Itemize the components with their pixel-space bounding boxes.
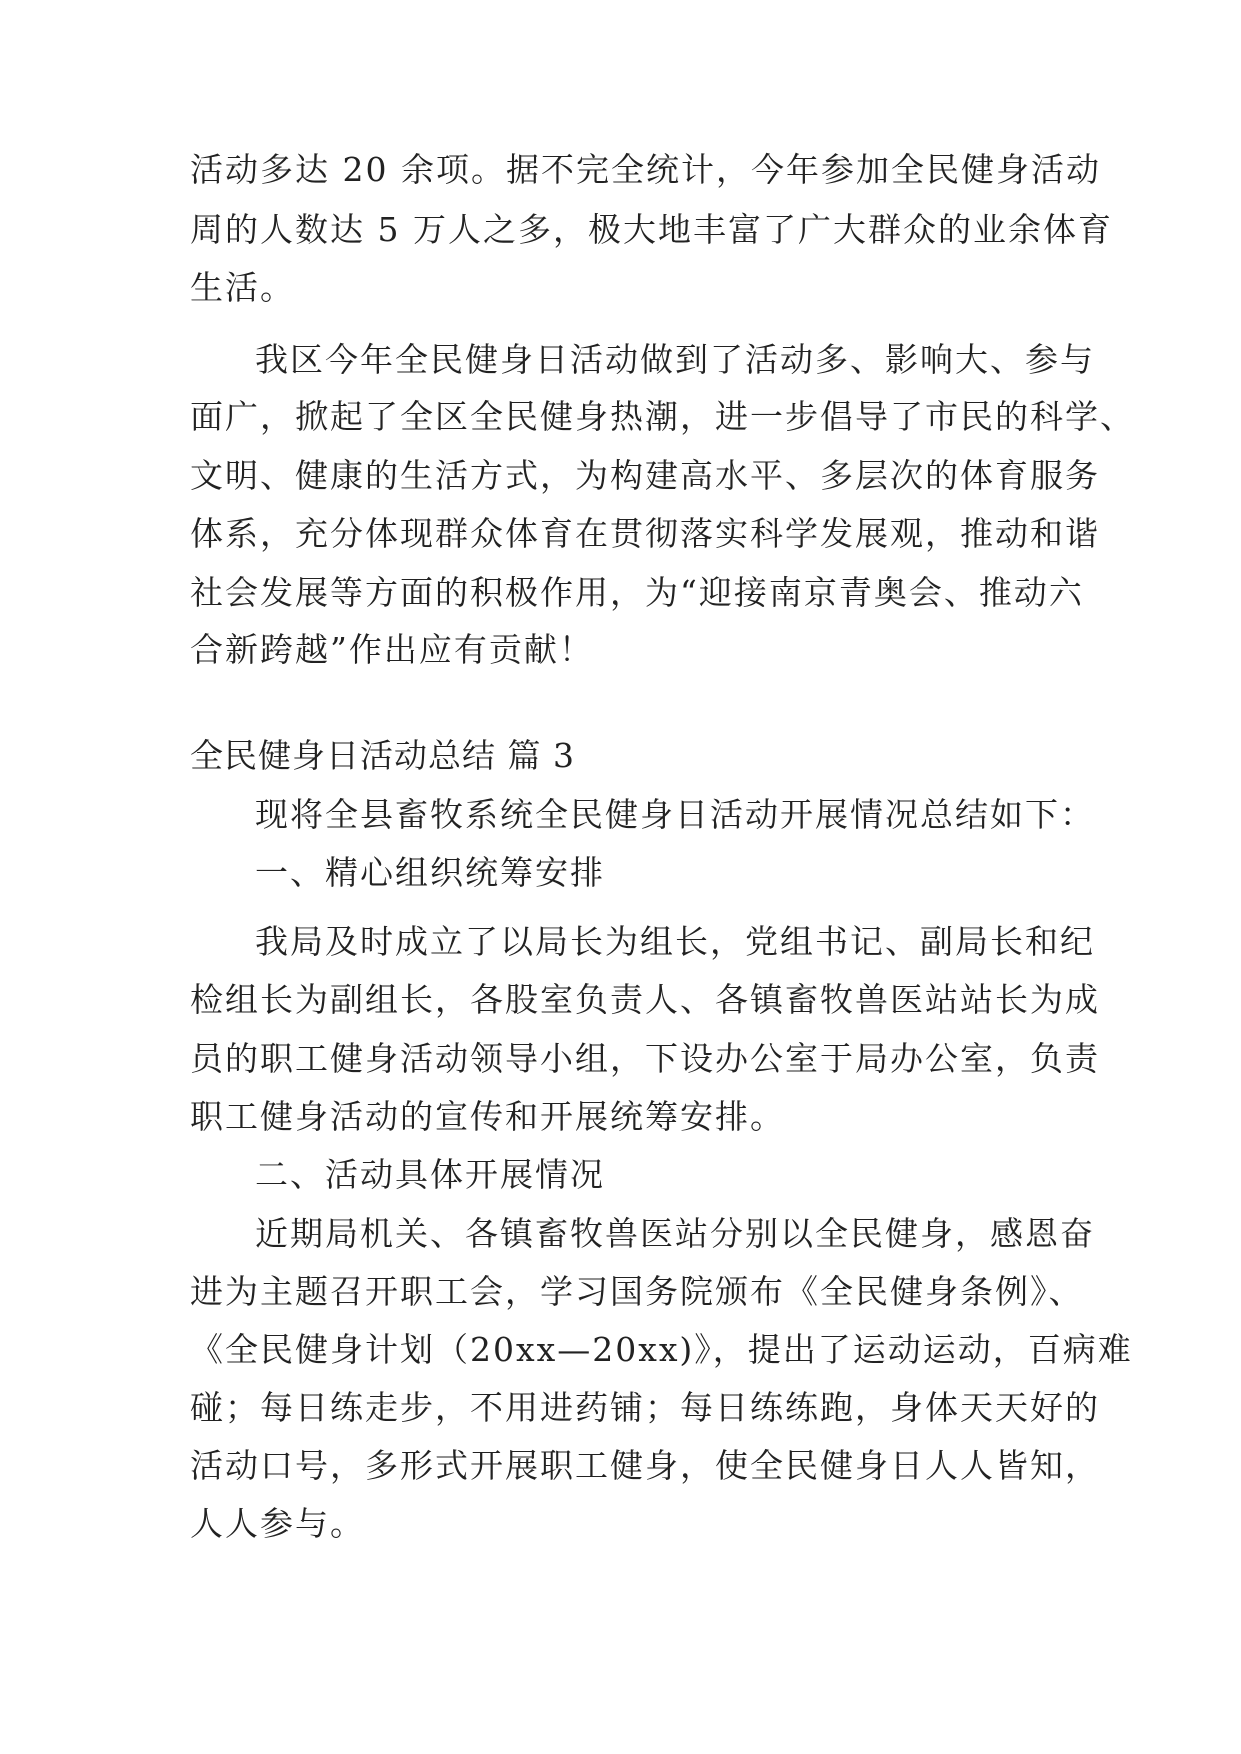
paragraph-3-line-3: 员的职工健身活动领导小组，下设办公室于局办公室，负责 [190, 1039, 1100, 1078]
paragraph-4-line-1: 近期局机关、各镇畜牧兽医站分别以全民健身，感恩奋 [255, 1214, 1095, 1253]
section-title: 全民健身日活动总结 篇 3 [190, 736, 575, 775]
paragraph-1-line-1: 活动多达 20 余项。据不完全统计，今年参加全民健身活动 [190, 150, 1101, 189]
intro-line: 现将全县畜牧系统全民健身日活动开展情况总结如下： [255, 795, 1095, 834]
paragraph-2-line-6: 合新跨越”作出应有贡献！ [190, 630, 594, 669]
paragraph-2-line-5: 社会发展等方面的积极作用，为“迎接南京青奥会、推动六 [190, 573, 1084, 612]
paragraph-4-line-3: 《全民健身计划（20xx—20xx)》，提出了运动运动，百病难 [190, 1330, 1133, 1369]
paragraph-4-line-2: 进为主题召开职工会，学习国务院颁布《全民健身条例》、 [190, 1272, 1084, 1311]
paragraph-2-line-4: 体系，充分体现群众体育在贯彻落实科学发展观，推动和谐 [190, 514, 1100, 553]
paragraph-4-line-6: 人人参与。 [190, 1504, 365, 1543]
paragraph-2-line-2: 面广，掀起了全区全民健身热潮，进一步倡导了市民的科学、 [190, 397, 1135, 436]
paragraph-3-line-4: 职工健身活动的宣传和开展统筹安排。 [190, 1097, 785, 1136]
heading-1: 一、精心组织统筹安排 [255, 853, 605, 892]
paragraph-1-line-2: 周的人数达 5 万人之多，极大地丰富了广大群众的业余体育 [190, 210, 1113, 249]
paragraph-4-line-4: 碰；每日练走步，不用进药铺；每日练练跑，身体天天好的 [190, 1388, 1100, 1427]
paragraph-3-line-2: 检组长为副组长，各股室负责人、各镇畜牧兽医站站长为成 [190, 980, 1100, 1019]
paragraph-2-line-3: 文明、健康的生活方式，为构建高水平、多层次的体育服务 [190, 456, 1100, 495]
paragraph-1-line-3: 生活。 [190, 268, 295, 307]
heading-2: 二、活动具体开展情况 [255, 1155, 605, 1194]
paragraph-3-line-1: 我局及时成立了以局长为组长，党组书记、副局长和纪 [255, 922, 1095, 961]
paragraph-2-line-1: 我区今年全民健身日活动做到了活动多、影响大、参与 [255, 340, 1095, 379]
paragraph-4-line-5: 活动口号，多形式开展职工健身，使全民健身日人人皆知， [190, 1446, 1100, 1485]
